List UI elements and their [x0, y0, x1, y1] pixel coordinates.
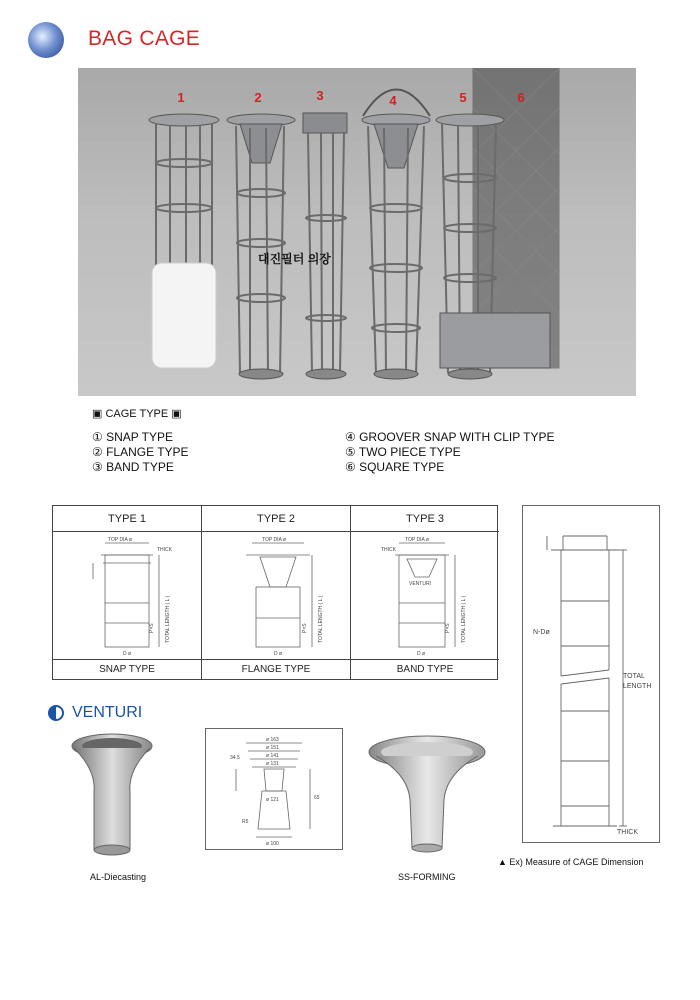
al-diecasting-venturi-image: [66, 730, 158, 862]
cage-photo: [78, 68, 636, 396]
dim-label-ndo: N-Dø: [533, 629, 550, 636]
type-1-footer: SNAP TYPE: [53, 659, 201, 679]
flange-type-drawing: [202, 533, 351, 659]
drawing-label-d: D ø: [274, 651, 283, 657]
type-2-column: [202, 506, 351, 679]
venturi-label-163: ø 163: [266, 737, 279, 743]
drawing-label-total-length: TOTAL LENGTH ( L ): [165, 595, 171, 643]
cage-number-3: 3: [316, 88, 324, 103]
drawing-label-pxs: P×S: [149, 623, 155, 633]
type-1-column: [53, 506, 202, 679]
page-title: BAG CAGE: [88, 27, 201, 50]
dim-label-length: LENGTH: [623, 683, 652, 690]
brand-label: 대진필터 의장: [258, 252, 331, 266]
venturi-label-151: ø 151: [266, 745, 279, 751]
cage-photo-drawing: [78, 68, 636, 396]
venturi-label-131: ø 131: [266, 761, 279, 767]
venturi-label-r5: R5: [242, 819, 249, 825]
cage-number-1: 1: [177, 90, 185, 105]
cage-number-4: 4: [389, 93, 397, 108]
ss-forming-caption: SS-FORMING: [398, 872, 456, 882]
drawing-label-top-dia: TOP DIA ø: [108, 537, 132, 543]
dimension-drawing: [523, 506, 659, 842]
dimension-caption: ▲ Ex) Measure of CAGE Dimension: [498, 857, 644, 867]
cage-type-heading: ▣ CAGE TYPE ▣: [92, 408, 182, 420]
venturi-label-345: 34.5: [230, 755, 240, 761]
drawing-label-thick: THICK: [381, 547, 396, 553]
cage-dimension-drawing: [522, 505, 660, 843]
snap-type-drawing: [53, 533, 202, 659]
drawing-label-total-length: TOTAL LENGTH ( L ): [461, 595, 467, 643]
cage-type-item: ② FLANGE TYPE: [92, 445, 189, 459]
venturi-section-drawing: [206, 729, 342, 849]
cage-type-item: ① SNAP TYPE: [92, 430, 174, 444]
venturi-label-141: ø 141: [266, 753, 279, 759]
drawing-label-d: D ø: [417, 651, 426, 657]
venturi-label-121: ø 121: [266, 797, 279, 803]
type-3-column: [351, 506, 499, 679]
drawing-label-pxs: P×S: [445, 623, 451, 633]
cage-type-list-right: [345, 430, 554, 475]
type-2-header: TYPE 2: [202, 506, 350, 532]
cage-type-item: ⑤ TWO PIECE TYPE: [345, 445, 461, 459]
drawing-label-total-length: TOTAL LENGTH ( L ): [318, 595, 324, 643]
venturi-label-65: 65: [314, 795, 320, 801]
drawing-label-pxs: P×S: [302, 623, 308, 633]
drawing-label-top-dia: TOP DIA ø: [405, 537, 429, 543]
half-circle-icon: [48, 705, 64, 721]
band-type-drawing: [351, 533, 499, 659]
cage-type-item: ③ BAND TYPE: [92, 460, 174, 474]
type-2-footer: FLANGE TYPE: [202, 659, 350, 679]
type-1-header: TYPE 1: [53, 506, 201, 532]
drawing-label-thick: THICK: [157, 547, 172, 553]
drawing-label-venturi: VENTURI: [409, 581, 431, 587]
venturi-label-100: ø 100: [266, 841, 279, 847]
cage-number-5: 5: [459, 90, 467, 105]
type-3-footer: BAND TYPE: [351, 659, 499, 679]
cage-type-diagram-table: [52, 505, 498, 680]
cage-type-item: ⑥ SQUARE TYPE: [345, 460, 445, 474]
company-logo: [28, 22, 64, 58]
ss-forming-venturi-image: [362, 730, 492, 860]
cage-number-6: 6: [517, 90, 525, 105]
type-3-header: TYPE 3: [351, 506, 499, 532]
drawing-label-top-dia: TOP DIA ø: [262, 537, 286, 543]
venturi-title: VENTURI: [72, 704, 143, 721]
dim-label-total: TOTAL: [623, 673, 645, 680]
cage-type-list-left: [92, 430, 189, 475]
dim-label-thick: THICK: [617, 829, 638, 836]
cage-type-item: ④ GROOVER SNAP WITH CLIP TYPE: [345, 430, 555, 444]
al-diecasting-caption: AL-Diecasting: [90, 872, 147, 882]
cage-number-2: 2: [254, 90, 262, 105]
drawing-label-d: D ø: [123, 651, 132, 657]
venturi-drawing-box: [205, 728, 343, 850]
